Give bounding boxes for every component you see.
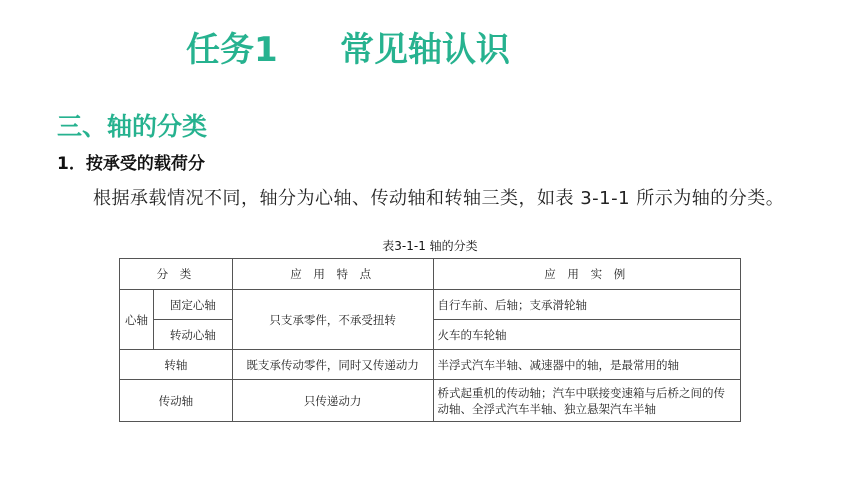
task-number: 任务1: [186, 30, 278, 70]
header-feature: 应 用 特 点: [232, 259, 433, 290]
feature-cell: 既支承传动零件，同时又传递动力: [232, 350, 433, 380]
header-category: 分 类: [120, 259, 233, 290]
example-cell: 火车的车轮轴: [433, 320, 740, 350]
table-row: [120, 350, 741, 380]
table-caption: 表3-1-1 轴的分类: [382, 239, 478, 253]
header-example: 应 用 实 例: [433, 259, 740, 290]
example-cell: 自行车前、后轴；支承滑轮轴: [433, 290, 740, 320]
type-cell: 固定心轴: [153, 290, 232, 320]
sub-heading: 1．按承受的载荷分: [57, 154, 205, 174]
slide-title: [0, 22, 860, 72]
group-cell: 心轴: [120, 290, 154, 350]
feature-cell: 只支承零件，不承受扭转: [232, 290, 433, 350]
task-name: 常见轴认识: [340, 30, 510, 70]
table-row: [120, 290, 741, 320]
example-cell: 半浮式汽车半轴、减速器中的轴，是最常用的轴: [433, 350, 740, 380]
example-cell: 桥式起重机的传动轴；汽车中联接变速箱与后桥之间的传动轴、全浮式汽车半轴、独立悬架汽车半轴: [433, 380, 740, 422]
table-row: [120, 380, 741, 422]
table-header-row: [120, 259, 741, 290]
type-cell: 转动心轴: [153, 320, 232, 350]
shaft-classification-table: [119, 258, 741, 422]
type-cell: 转轴: [120, 350, 233, 380]
feature-cell: 只传递动力: [232, 380, 433, 422]
section-heading: 三、轴的分类: [57, 112, 208, 141]
type-cell: 传动轴: [120, 380, 233, 422]
body-paragraph: 根据承载情况不同，轴分为心轴、传动轴和转轴三类，如表 3-1-1 所示为轴的分类。: [93, 188, 785, 209]
